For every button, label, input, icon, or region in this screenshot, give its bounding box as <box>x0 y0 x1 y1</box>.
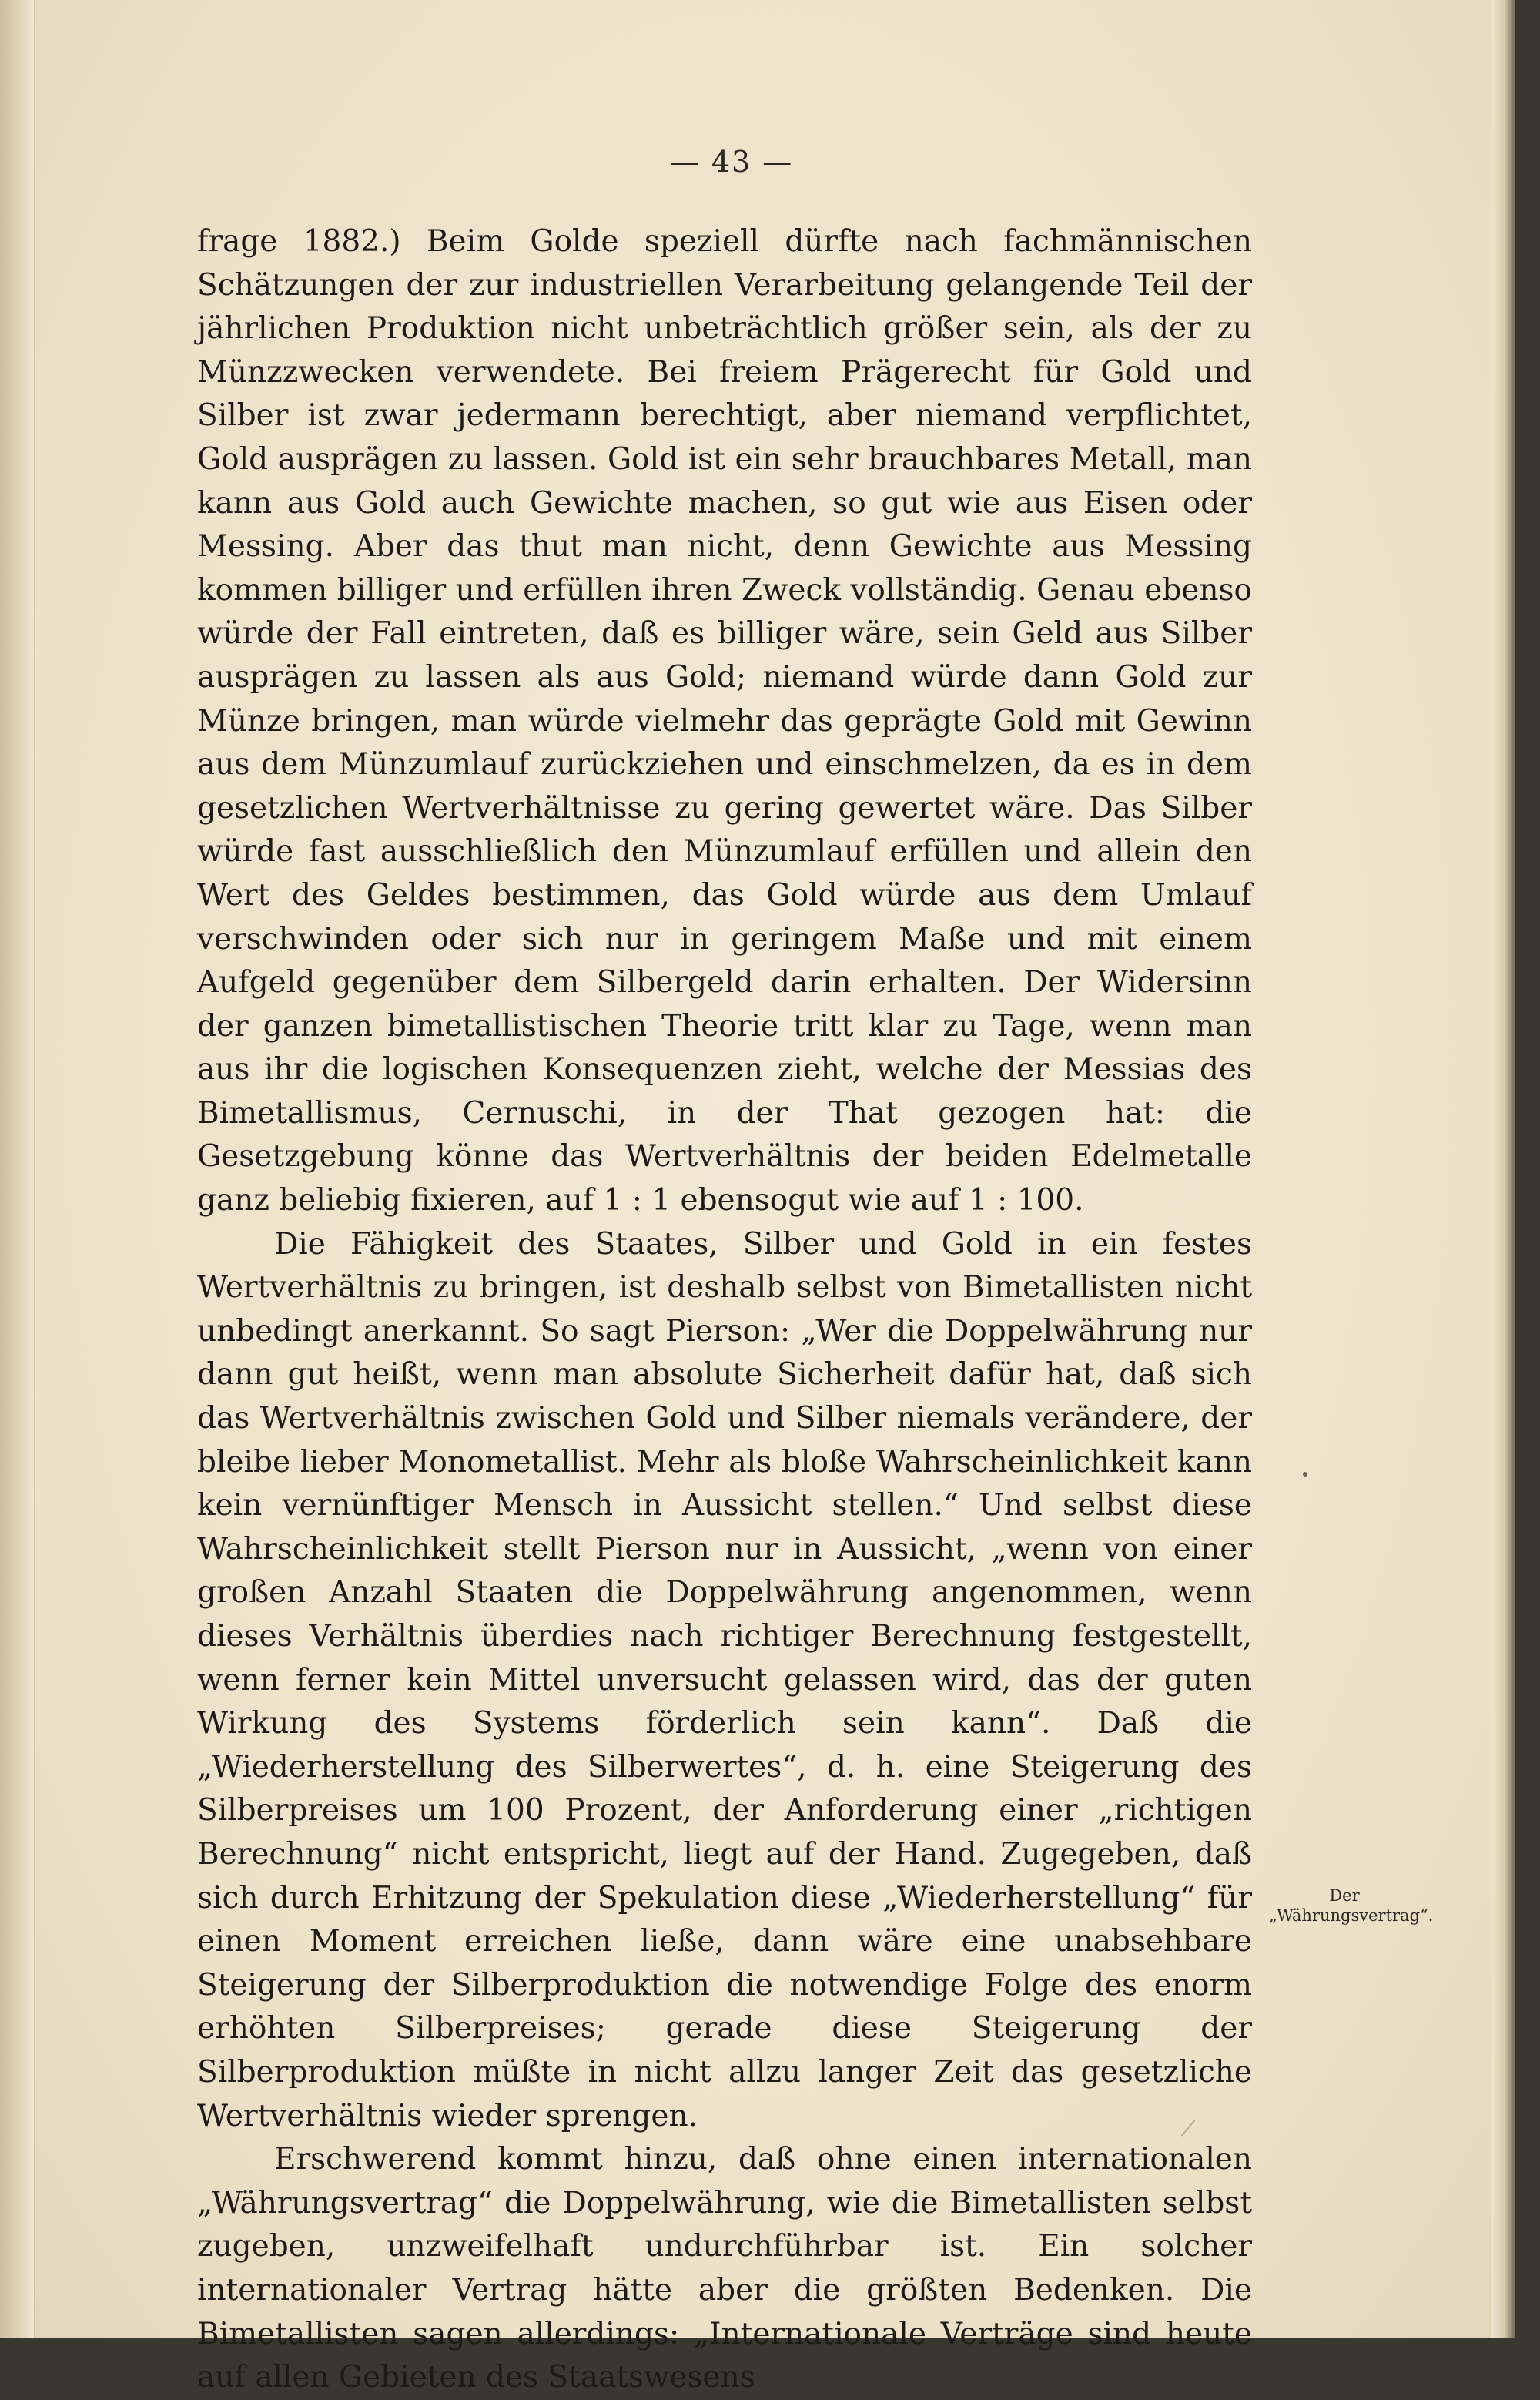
page-number: — 43 — <box>669 145 794 179</box>
ink-speck <box>1303 1472 1307 1477</box>
paragraph-3: Erschwerend kommt hinzu, daß ohne einen internationalen „Währungsvertrag“ die Doppelwährung, wie die Bimetallisten selbst zugeben, unzweifelhaft undurchführbar ist. Ein solcher internationaler Vertrag hätte aber die größten Bedenken. Die Bimetallisten sagen allerdings: „Internationale Verträge sind heute auf allen Gebieten des Staatswesens <box>197 2142 1252 2395</box>
body-text <box>197 220 1252 2400</box>
page-gutter <box>0 0 35 2338</box>
paragraph-2: Die Fähigkeit des Staates, Silber und Gold in ein festes Wertverhältnis zu bringen, ist deshalb selbst von Bimetallisten nicht unbedingt anerkannt. So sagt Pierson: „Wer die Doppelwährung nur dann gut heißt, wenn man absolute Sicherheit dafür hat, daß sich das Wertverhältnis zwischen Gold und Silber niemals verändere, der bleibe lieber Monometallist. Mehr als bloße Wahrscheinlichkeit kann kein vernünftiger Mensch in Aussicht stellen.“ Und selbst diese Wahrscheinlichkeit stellt Pierson nur in Aussicht, „wenn von einer großen Anzahl Staaten die Doppelwährung angenommen, wenn dieses Verhältnis überdies nach richtiger Berechnung festgestellt, wenn ferner kein Mittel unversucht gelassen wird, das der guten Wirkung des Systems förderlich sein kann“. Daß die „Wiederherstellung des Silberwertes“, d. h. eine Steigerung des Silberpreises um 100 Prozent, der Anforderung einer „richtigen Berechnung“ nicht entspricht, liegt auf der Hand. Zugegeben, daß sich durch Erhitzung der Spekulation diese „Wiederherstellung“ für einen Moment erreichen ließe, dann wäre eine unabsehbare Steigerung der Silberproduktion die notwendige Folge des enorm erhöhten Silberpreises; gerade diese Steigerung der Silberproduktion müßte in nicht allzu langer Zeit das gesetzliche Wertverhältnis wieder sprengen. <box>197 1226 1252 2134</box>
margin-note: Der „Währungsvertrag“. <box>1269 1886 1434 1925</box>
paragraph-1: frage 1882.) Beim Golde speziell dürfte nach fachmännischen Schätzungen der zur industriellen Verarbeitung gelangende Teil der jährlichen Produktion nicht unbeträchtlich größer sein, als der zu Münzzwecken verwendete. Bei freiem Prägerecht für Gold und Silber ist zwar jedermann berechtigt, aber niemand verpflichtet, Gold ausprägen zu lassen. Gold ist ein sehr brauchbares Metall, man kann aus Gold auch Gewichte machen, so gut wie aus Eisen oder Messing. Aber das thut man nicht, denn Gewichte aus Messing kommen billiger und erfüllen ihren Zweck vollständig. Genau ebenso würde der Fall eintreten, daß es billiger wäre, sein Geld aus Silber ausprägen zu lassen als aus Gold; niemand würde dann Gold zur Münze bringen, man würde vielmehr das geprägte Gold mit Gewinn aus dem Münzumlauf zurückziehen und einschmelzen, da es in dem gesetzlichen Wertverhältnisse zu gering gewertet wäre. Das Silber würde fast ausschließlich den Münzumlauf erfüllen und allein den Wert des Geldes bestimmen, das Gold würde aus dem Umlauf verschwinden oder sich nur in geringem Maße und mit einem Aufgeld gegenüber dem Silbergeld darin erhalten. Der Widersinn der ganzen bimetallistischen Theorie tritt klar zu Tage, wenn man aus ihr die logischen Konsequenzen zieht, welche der Messias des Bimetallismus, Cernuschi, in der That gezogen hat: die Gesetzgebung könne das Wertverhältnis der beiden Edelmetalle ganz beliebig fixieren, auf 1 : 1 ebensogut wie auf 1 : 100. <box>197 224 1252 1218</box>
page-edge <box>1491 0 1515 2338</box>
